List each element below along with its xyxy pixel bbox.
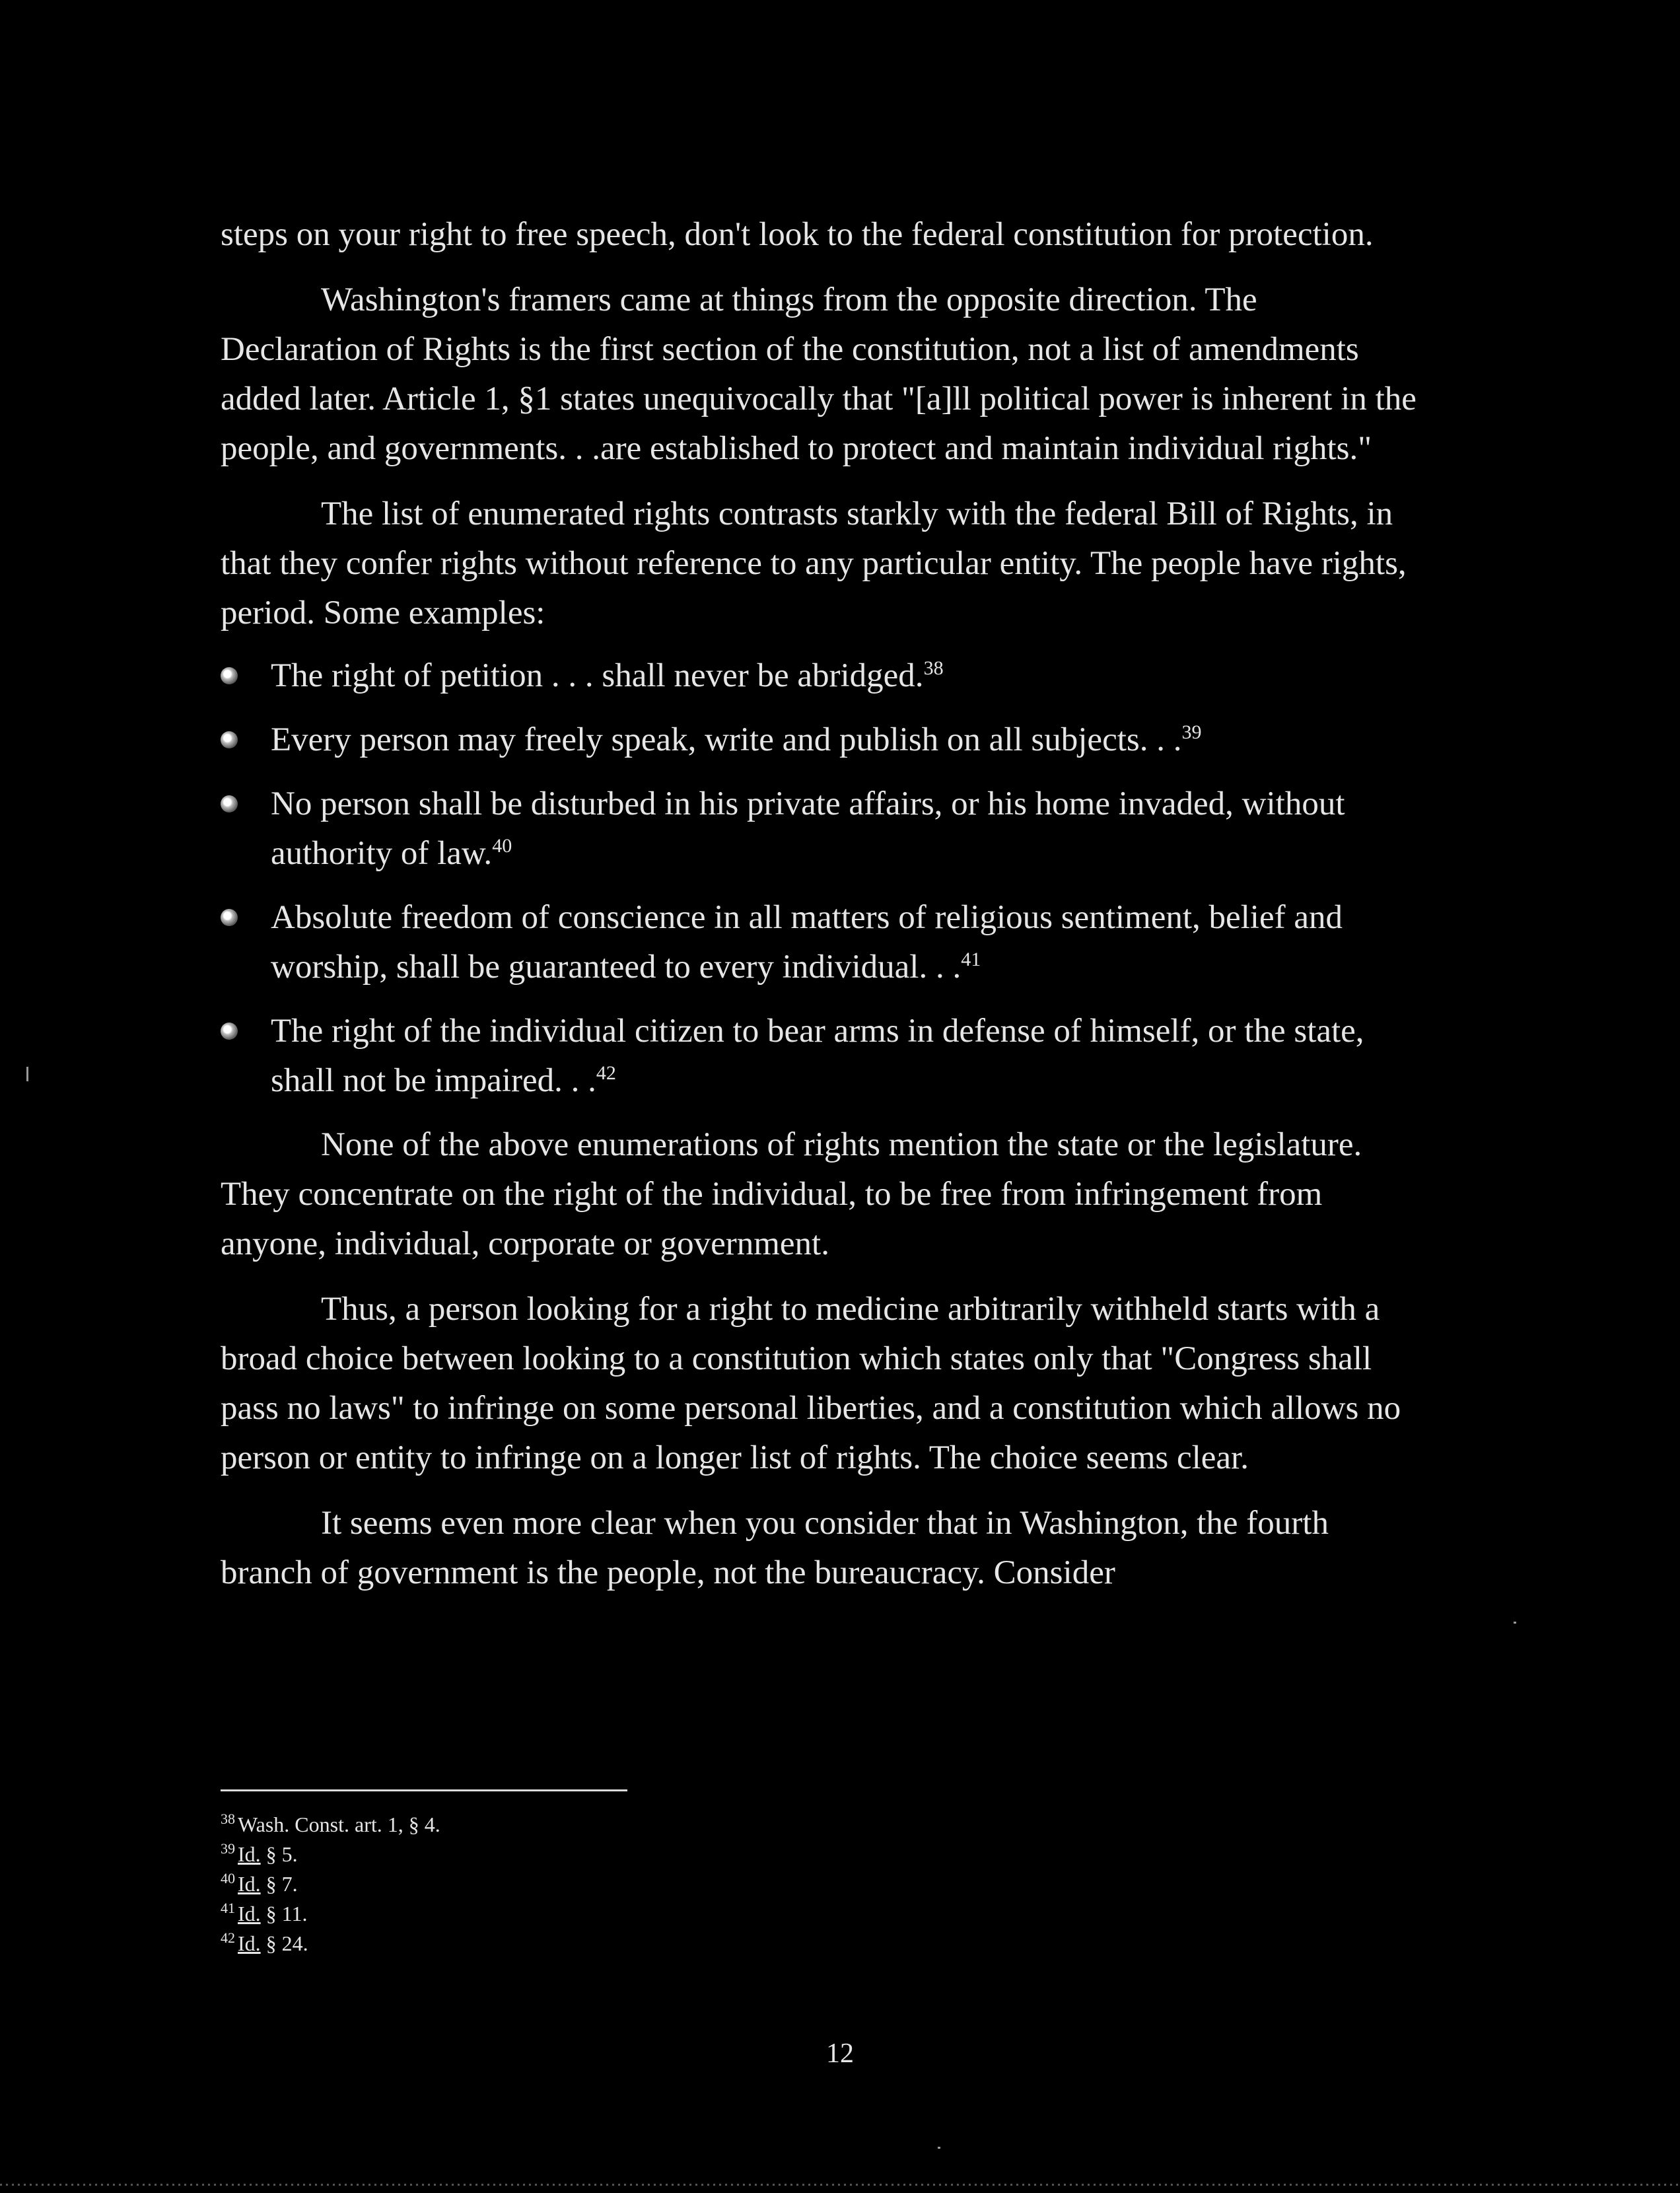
body-text [221,210,1422,1598]
footnote-text: Wash. Const. art. 1, § 4. [238,1813,440,1836]
list-item [221,893,1422,992]
footnote-id-citation: Id. [238,1902,261,1925]
list-item-text: The right of petition . . . shall never be abridged. [271,657,924,694]
list-item [221,779,1422,879]
footnote [221,1929,440,1959]
paragraph-right-to-medicine: Thus, a person looking for a right to medicine arbitrarily withheld starts with a broad choice between looking to a constitution which states only that "Congress shall pass no laws" to infringe on some personal liberties, and a constitution which allows no person or entity to infringe on a longer list of rights. The choice seems clear. [221,1291,1401,1476]
round-bullet-icon [221,731,238,748]
footnote [221,1869,440,1899]
footnote-number: 40 [221,1870,235,1887]
footnote-number: 41 [221,1900,235,1917]
footnote [221,1840,440,1869]
footnote-text: § 11. [260,1902,308,1925]
footnote-text: § 5. [260,1842,298,1866]
scan-speck [1514,1622,1516,1624]
round-bullet-icon [221,909,238,926]
round-bullet-icon [221,795,238,812]
paragraph-continuation: steps on your right to free speech, don't look to the federal constitution for protection. [221,216,1374,253]
footnote-text: § 7. [260,1872,298,1896]
footnote-reference: 41 [961,949,981,970]
scan-edge-noise [0,2184,1680,2186]
list-item [221,651,1422,701]
list-item-text: Every person may freely speak, write and publish on all subjects. . . [271,721,1182,758]
round-bullet-icon [221,1023,238,1040]
footnote [221,1899,440,1929]
list-item-text: No person shall be disturbed in his private affairs, or his home invaded, without authority of law. [271,785,1345,872]
footnote-number: 39 [221,1840,235,1857]
footnote-number: 42 [221,1929,235,1947]
footnote-reference: 42 [596,1062,616,1084]
paragraph-fourth-branch: It seems even more clear when you consider that in Washington, the fourth branch of government is the people, not the bureaucracy. Consider [221,1505,1329,1591]
list-item-text: The right of the individual citizen to bear arms in defense of himself, or the state, shall not be impaired. . . [271,1013,1364,1099]
list-item [221,715,1422,765]
paragraph-no-mention-of-state: None of the above enumerations of rights mention the state or the legislature. They concentrate on the right of the individual, to be free from infringement from anyone, individual, corporate or government. [221,1126,1362,1262]
rights-list [221,651,1422,1106]
footnote-id-citation: Id. [238,1872,261,1896]
footnote-id-citation: Id. [238,1931,261,1955]
footnote-reference: 38 [923,657,944,679]
page-number: 12 [826,2038,854,2069]
footnote-divider [221,1789,627,1791]
footnote-reference: 39 [1181,721,1202,743]
scan-speck [938,2147,940,2149]
footnote-number: 38 [221,1811,235,1828]
list-item-text: Absolute freedom of conscience in all matters of religious sentiment, belief and worship, shall be guaranteed to every individual. . . [271,899,1343,986]
footnote-reference: 40 [492,835,512,857]
scan-speck [26,1067,28,1081]
footnotes [221,1810,440,1959]
round-bullet-icon [221,667,238,684]
paragraph-washington-framers: Washington's framers came at things from the opposite direction. The Declaration of Rights is the first section of the constitution, not a list of amendments added later. Article 1, §1 states unequivocally that "[a]ll political power is inherent in the people, and governments. . .are established to protect and maintain individual rights." [221,281,1417,467]
paragraph-enumerated-rights: The list of enumerated rights contrasts starkly with the federal Bill of Rights, in that they confer rights without reference to any particular entity. The people have rights, period. Some examples: [221,495,1407,631]
footnote [221,1810,440,1840]
footnote-id-citation: Id. [238,1842,261,1866]
list-item [221,1007,1422,1106]
footnote-text: § 24. [260,1931,308,1955]
